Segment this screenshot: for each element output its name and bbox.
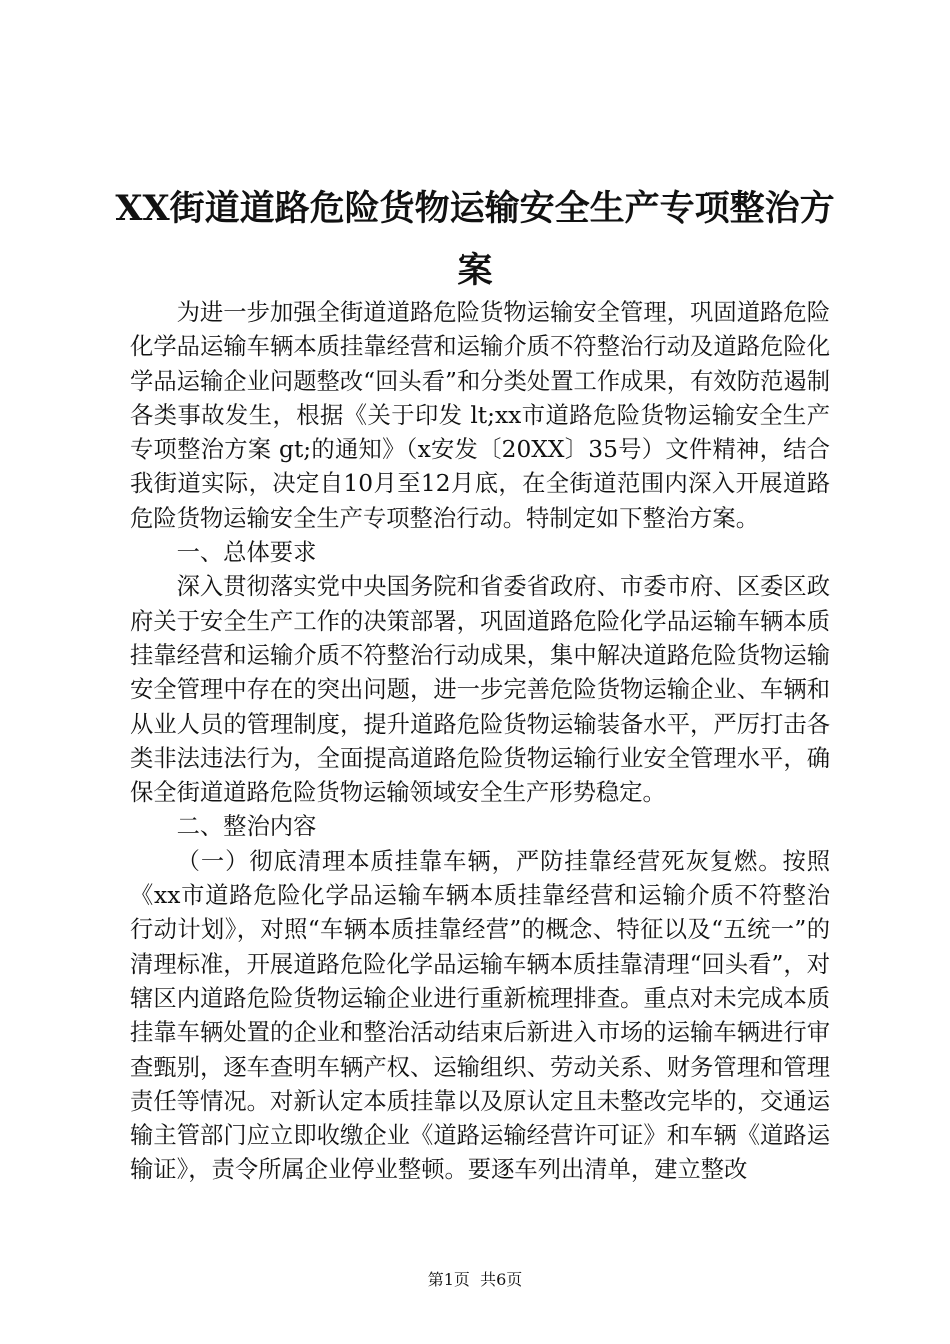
document-title: XX街道道路危险货物运输安全生产专项整治方案 xyxy=(115,188,835,291)
rectification-item-one-paragraph: （一）彻底清理本质挂靠车辆，严防挂靠经营死灰复燃。按照《xx市道路危险化学品运输车辆本质挂靠经营和运输介质不符整治行动计划》，对照“车辆本质挂靠经营”的概念、特征以及“五统一”的清理标准，开展道路危险化学品运输车辆本质挂靠清理“回头看”，对辖区内道路危险货物运输企业进行重新梳理排查。重点对未完成本质挂靠车辆处置的企业和整治活动结束后新进入市场的运输车辆进行审查甄别，逐车查明车辆产权、运输组织、劳动关系、财务管理和管理责任等情况。对新认定本质挂靠以及原认定且未整改完毕的，交通运输主管部门应立即收缴企业《道路运输经营许可证》和车辆《道路运输证》，责令所属企业停业整顿。要逐车列出清单，建立整改 xyxy=(130,847,830,1184)
section-heading-general-requirements: 一、总体要求 xyxy=(176,539,317,567)
intro-paragraph: 为进一步加强全街道道路危险货物运输安全管理，巩固道路危险化学品运输车辆本质挂靠经营和运输介质不符整治行动及道路危险化学品运输企业问题整改“回头看”和分类处置工作成果，有效防范遏制各类事故发生，根据《关于印发 lt;xx市道路危险货物运输安全生产专项整治方案 gt;的通知》（x安发〔20XX〕35号）文件精神，结合我街道实际，决定自10月至12月底，在全街道范围内深入开展道路危险货物运输安全生产专项整治行动。特制定如下整治方案。 xyxy=(130,299,830,532)
general-requirements-paragraph: 深入贯彻落实党中央国务院和省委省政府、市委市府、区委区政府关于安全生产工作的决策部署，巩固道路危险化学品运输车辆本质挂靠经营和运输介质不符整治行动成果，集中解决道路危险货物运输安全管理中存在的突出问题，进一步完善危险货物运输企业、车辆和从业人员的管理制度，提升道路危险货物运输装备水平，严厉打击各类非法违法行为，全面提高道路危险货物运输行业安全管理水平，确保全街道道路危险货物运输领域安全生产形势稳定。 xyxy=(130,573,830,807)
page-footer xyxy=(0,1270,950,1290)
section-heading-rectification-content: 二、整治内容 xyxy=(176,813,317,841)
page-number-label: 第1页 共6页 xyxy=(427,1270,523,1289)
document-body xyxy=(130,296,830,1188)
